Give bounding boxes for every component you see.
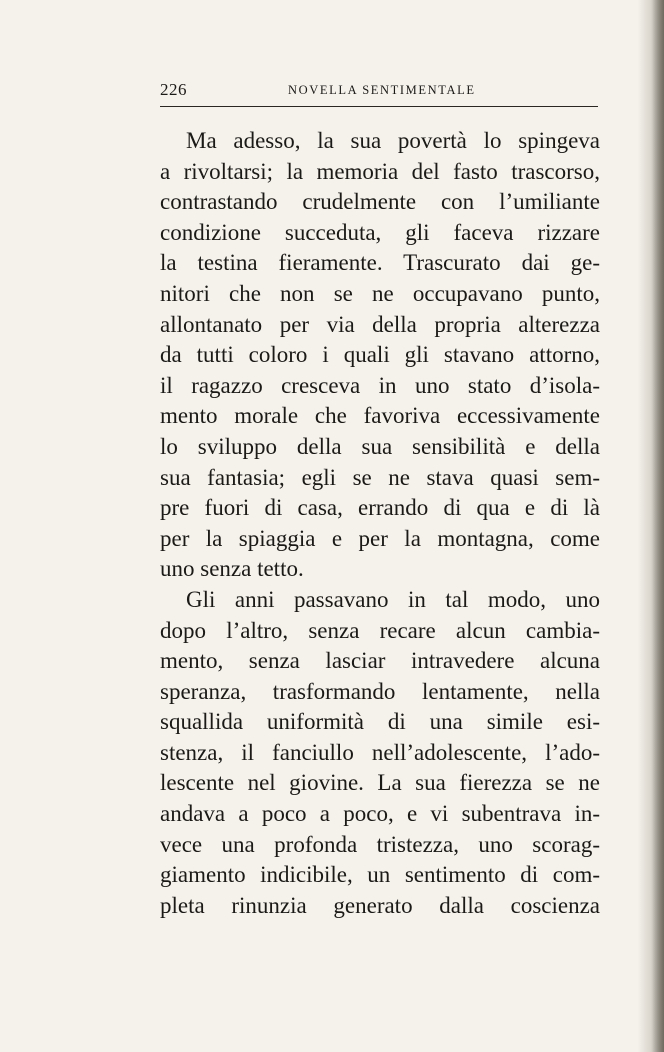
page-edge-shadow bbox=[652, 0, 664, 1052]
text-line: sua fantasia; egli se ne stava quasi sem- bbox=[160, 464, 600, 490]
text-line: squallida uniformità di una simile esi- bbox=[160, 709, 600, 735]
text-line: condizione succeduta, gli faceva rizzare bbox=[160, 219, 600, 245]
text-line: per la spiaggia e per la montagna, come bbox=[160, 525, 600, 551]
body-text bbox=[160, 126, 600, 921]
text-line: Ma adesso, la sua povertà lo spingeva bbox=[186, 128, 600, 153]
text-line: andava a poco a poco, e vi subentrava in- bbox=[160, 801, 600, 827]
text-line: nitori che non se ne occupavano punto, bbox=[160, 280, 600, 306]
text-line: Gli anni passavano in tal modo, uno bbox=[186, 586, 600, 612]
text-line: vece una profonda tristezza, uno scorag- bbox=[160, 831, 600, 857]
text-line: giamento indicibile, un sentimento di com- bbox=[160, 862, 600, 888]
text-line: speranza, trasformando lentamente, nella bbox=[160, 678, 600, 704]
text-line: la testina fieramente. Trascurato dai ge- bbox=[160, 250, 600, 276]
text-line: il ragazzo cresceva in uno stato d’isola- bbox=[160, 372, 600, 398]
running-title: NOVELLA SENTIMENTALE bbox=[288, 83, 476, 97]
text-line: a rivoltarsi; la memoria del fasto trascorso, bbox=[160, 158, 600, 184]
text-line: pleta rinunzia generato dalla coscienza bbox=[160, 892, 600, 918]
text-line: uno senza tetto. bbox=[160, 556, 304, 582]
text-line: lescente nel giovine. La sua fierezza se ne bbox=[160, 770, 600, 796]
text-line: lo sviluppo della sua sensibilità e della bbox=[160, 433, 600, 459]
text-line: mento morale che favoriva eccessivamente bbox=[160, 403, 600, 429]
text-line: mento, senza lasciar intravedere alcuna bbox=[160, 648, 600, 674]
text-line: da tutti coloro i quali gli stavano attorno, bbox=[160, 342, 600, 368]
text-line: pre fuori di casa, errando di qua e di là bbox=[160, 495, 600, 521]
page-number: 226 bbox=[160, 80, 187, 99]
text-line: allontanato per via della propria alterezza bbox=[160, 311, 600, 337]
text-line: stenza, il fanciullo nell’adolescente, l’ado- bbox=[160, 739, 600, 765]
text-line: contrastando crudelmente con l’umiliante bbox=[160, 189, 600, 215]
page-header bbox=[160, 80, 598, 107]
text-line: dopo l’altro, senza recare alcun cambia- bbox=[160, 617, 600, 643]
